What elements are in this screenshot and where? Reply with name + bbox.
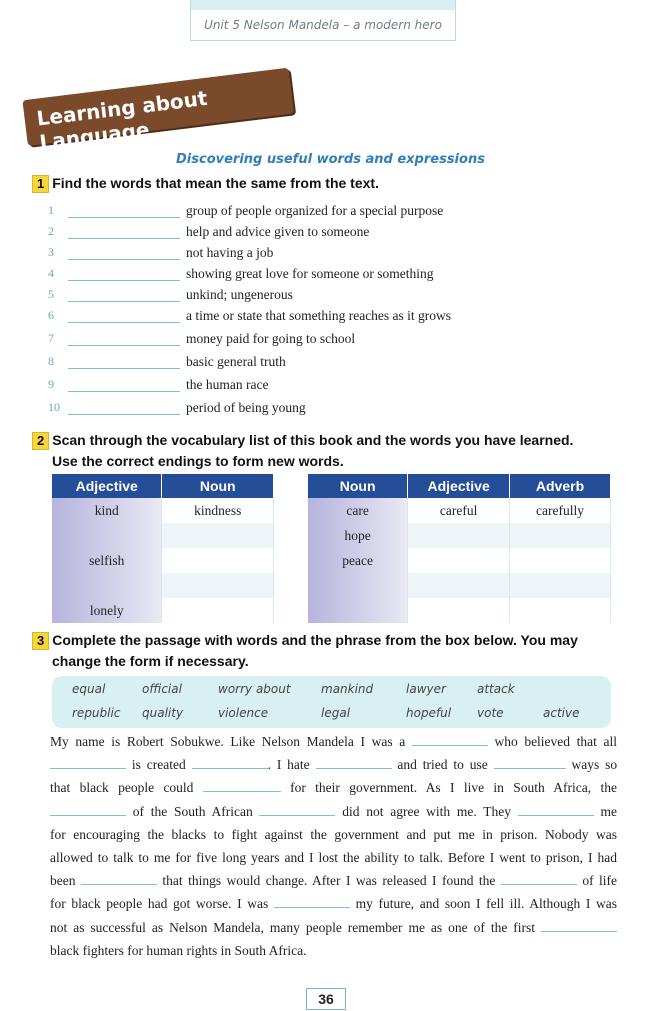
- passage-line: of the South African did not agree with me. They me: [50, 800, 617, 823]
- table-row: [52, 548, 274, 573]
- exercise-3-number: 3: [32, 632, 49, 650]
- table-1-header: [52, 474, 274, 498]
- passage-line: is created . I hate and tried to use ways so: [50, 753, 617, 776]
- table-cell-blank[interactable]: [162, 573, 274, 598]
- item-number: 7: [48, 331, 54, 345]
- table-cell: kindness: [162, 498, 274, 523]
- table-row: [308, 548, 611, 573]
- header-decor-strip: [191, 0, 455, 10]
- item-definition: a time or state that something reaches as it grows: [186, 308, 452, 323]
- passage-blank[interactable]: [50, 756, 126, 769]
- item-number: 10: [48, 400, 60, 414]
- passage-blank[interactable]: [259, 803, 335, 816]
- exercise-1-heading: [32, 173, 379, 194]
- exercise-2-title-line1: Scan through the vocabulary list of this book and the words you have learned.: [52, 432, 574, 448]
- word-box-item: vote: [477, 706, 504, 720]
- answer-blank[interactable]: [68, 345, 180, 346]
- unit-title: Unit 5 Nelson Mandela – a modern hero: [204, 18, 442, 32]
- passage-blank[interactable]: [203, 779, 281, 792]
- item-number: 6: [48, 308, 54, 322]
- word-box-item: quality: [142, 706, 184, 720]
- passage: [50, 730, 617, 962]
- table-row: [52, 573, 274, 598]
- answer-blank[interactable]: [68, 280, 180, 281]
- passage-line: allowed to talk to me for five long years and I lost the ability to talk. Before I went to prison, I had: [50, 849, 617, 865]
- item-definition: help and advice given to someone: [186, 224, 370, 239]
- word-formation-table-1: [52, 474, 274, 623]
- passage-line: black fighters for human rights in South Africa.: [50, 942, 307, 958]
- table-row: [308, 598, 611, 623]
- answer-blank[interactable]: [68, 259, 180, 260]
- passage-line: not as successful as Nelson Mandela, many people remember me as one of the first: [50, 916, 617, 939]
- item-number: 5: [48, 287, 54, 301]
- word-box-item: lawyer: [406, 682, 446, 696]
- exercise-3-title-line1: Complete the passage with words and the phrase from the box below. You may: [52, 632, 578, 648]
- exercise-2-title-line2: Use the correct endings to form new words.: [52, 453, 344, 469]
- passage-blank[interactable]: [316, 756, 392, 769]
- table-cell-blank[interactable]: [308, 573, 408, 598]
- passage-line: been that things would change. After I was released I found the of life: [50, 873, 618, 889]
- passage-line: that black people could for their government. As I live in South Africa, the: [50, 780, 617, 796]
- table-cell: kind: [52, 498, 162, 523]
- table-2-header-noun: Noun: [308, 474, 408, 498]
- table-cell: care: [308, 498, 408, 523]
- answer-blank[interactable]: [68, 391, 180, 392]
- word-box-item: equal: [72, 682, 106, 696]
- passage-blank[interactable]: [412, 733, 488, 746]
- word-box-item: hopeful: [406, 706, 452, 720]
- item-definition: showing great love for someone or something: [186, 266, 434, 281]
- table-cell-blank[interactable]: [162, 548, 274, 573]
- table-cell-blank[interactable]: [52, 523, 162, 548]
- table-2-header-adjective: Adjective: [408, 474, 510, 498]
- table-cell-blank[interactable]: [510, 548, 611, 573]
- table-cell-blank[interactable]: [408, 598, 510, 623]
- table-cell: careful: [408, 498, 510, 523]
- passage-line: My name is Robert Sobukwe. Like Nelson Mandela I was a who believed that all: [50, 734, 618, 749]
- exercise-3-title-line2: change the form if necessary.: [52, 653, 249, 669]
- table-cell-blank[interactable]: [510, 598, 611, 623]
- table-cell-blank[interactable]: [408, 548, 510, 573]
- item-number: 1: [48, 203, 54, 217]
- word-box-item: violence: [218, 706, 269, 720]
- passage-line: for encouraging the blacks to fight against the government and put me in prison. Nobody was: [50, 826, 617, 842]
- passage-blank[interactable]: [192, 756, 268, 769]
- exercise-2-number: 2: [32, 432, 49, 450]
- answer-blank[interactable]: [68, 238, 180, 239]
- table-row: [52, 523, 274, 548]
- table-cell: peace: [308, 548, 408, 573]
- word-box: [52, 676, 611, 728]
- passage-line: for black people had got worse. I was my future, and soon I fell ill. Although I was: [50, 896, 618, 912]
- table-cell-blank[interactable]: [308, 598, 408, 623]
- table-cell: hope: [308, 523, 408, 548]
- word-formation-table-2: [308, 474, 611, 623]
- table-cell-blank[interactable]: [510, 573, 611, 598]
- item-definition: money paid for going to school: [186, 331, 356, 346]
- passage-blank[interactable]: [541, 919, 617, 932]
- exercise-1-title: Find the words that mean the same from the text.: [52, 175, 379, 191]
- table-2-header-adverb: Adverb: [510, 474, 611, 498]
- exercise-1-number: 1: [32, 175, 49, 193]
- item-definition: basic general truth: [186, 354, 286, 369]
- page-number: 36: [306, 988, 346, 1010]
- passage-blank[interactable]: [501, 872, 577, 885]
- table-cell-blank[interactable]: [510, 523, 611, 548]
- passage-blank[interactable]: [518, 803, 594, 816]
- item-definition: unkind; ungenerous: [186, 287, 293, 302]
- item-number: 2: [48, 224, 54, 238]
- answer-blank[interactable]: [68, 301, 180, 302]
- table-row: [308, 498, 611, 523]
- table-cell-blank[interactable]: [162, 523, 274, 548]
- item-definition: the human race: [186, 377, 269, 392]
- table-cell: carefully: [510, 498, 611, 523]
- item-definition: not having a job: [186, 245, 274, 260]
- answer-blank[interactable]: [68, 322, 180, 323]
- item-number: 9: [48, 377, 54, 391]
- table-row: [52, 598, 274, 623]
- table-cell: lonely: [52, 598, 162, 623]
- item-definition: period of being young: [186, 400, 306, 415]
- unit-header: [190, 0, 456, 41]
- word-box-item: active: [543, 706, 580, 720]
- passage-blank[interactable]: [50, 803, 126, 816]
- passage-blank[interactable]: [81, 872, 157, 885]
- answer-blank[interactable]: [68, 414, 180, 415]
- section-banner: [22, 68, 294, 155]
- table-1-header-noun: Noun: [162, 474, 274, 498]
- table-row: [308, 573, 611, 598]
- answer-blank[interactable]: [68, 368, 180, 369]
- item-number: 4: [48, 266, 54, 280]
- table-1-header-adjective: Adjective: [52, 474, 162, 498]
- table-cell-blank[interactable]: [52, 573, 162, 598]
- word-box-item: attack: [477, 682, 515, 696]
- table-row: [308, 523, 611, 548]
- word-box-item: official: [142, 682, 182, 696]
- table-cell: selfish: [52, 548, 162, 573]
- table-cell-blank[interactable]: [162, 598, 274, 623]
- item-number: 8: [48, 354, 54, 368]
- word-box-item: legal: [321, 706, 351, 720]
- answer-blank[interactable]: [68, 217, 180, 218]
- exercise-2-heading: [32, 430, 573, 472]
- table-2-header: [308, 474, 611, 498]
- banner-title: Learning about Language: [35, 85, 209, 155]
- passage-blank[interactable]: [494, 756, 566, 769]
- subtitle: Discovering useful words and expressions: [176, 152, 485, 167]
- table-cell-blank[interactable]: [408, 573, 510, 598]
- word-box-item: mankind: [321, 682, 374, 696]
- word-box-item: republic: [72, 706, 121, 720]
- item-definition: group of people organized for a special purpose: [186, 203, 444, 218]
- passage-blank[interactable]: [274, 895, 350, 908]
- exercise-3-heading: [32, 630, 578, 672]
- table-row: [52, 498, 274, 523]
- table-cell-blank[interactable]: [408, 523, 510, 548]
- word-box-item: worry about: [218, 682, 291, 696]
- item-number: 3: [48, 245, 54, 259]
